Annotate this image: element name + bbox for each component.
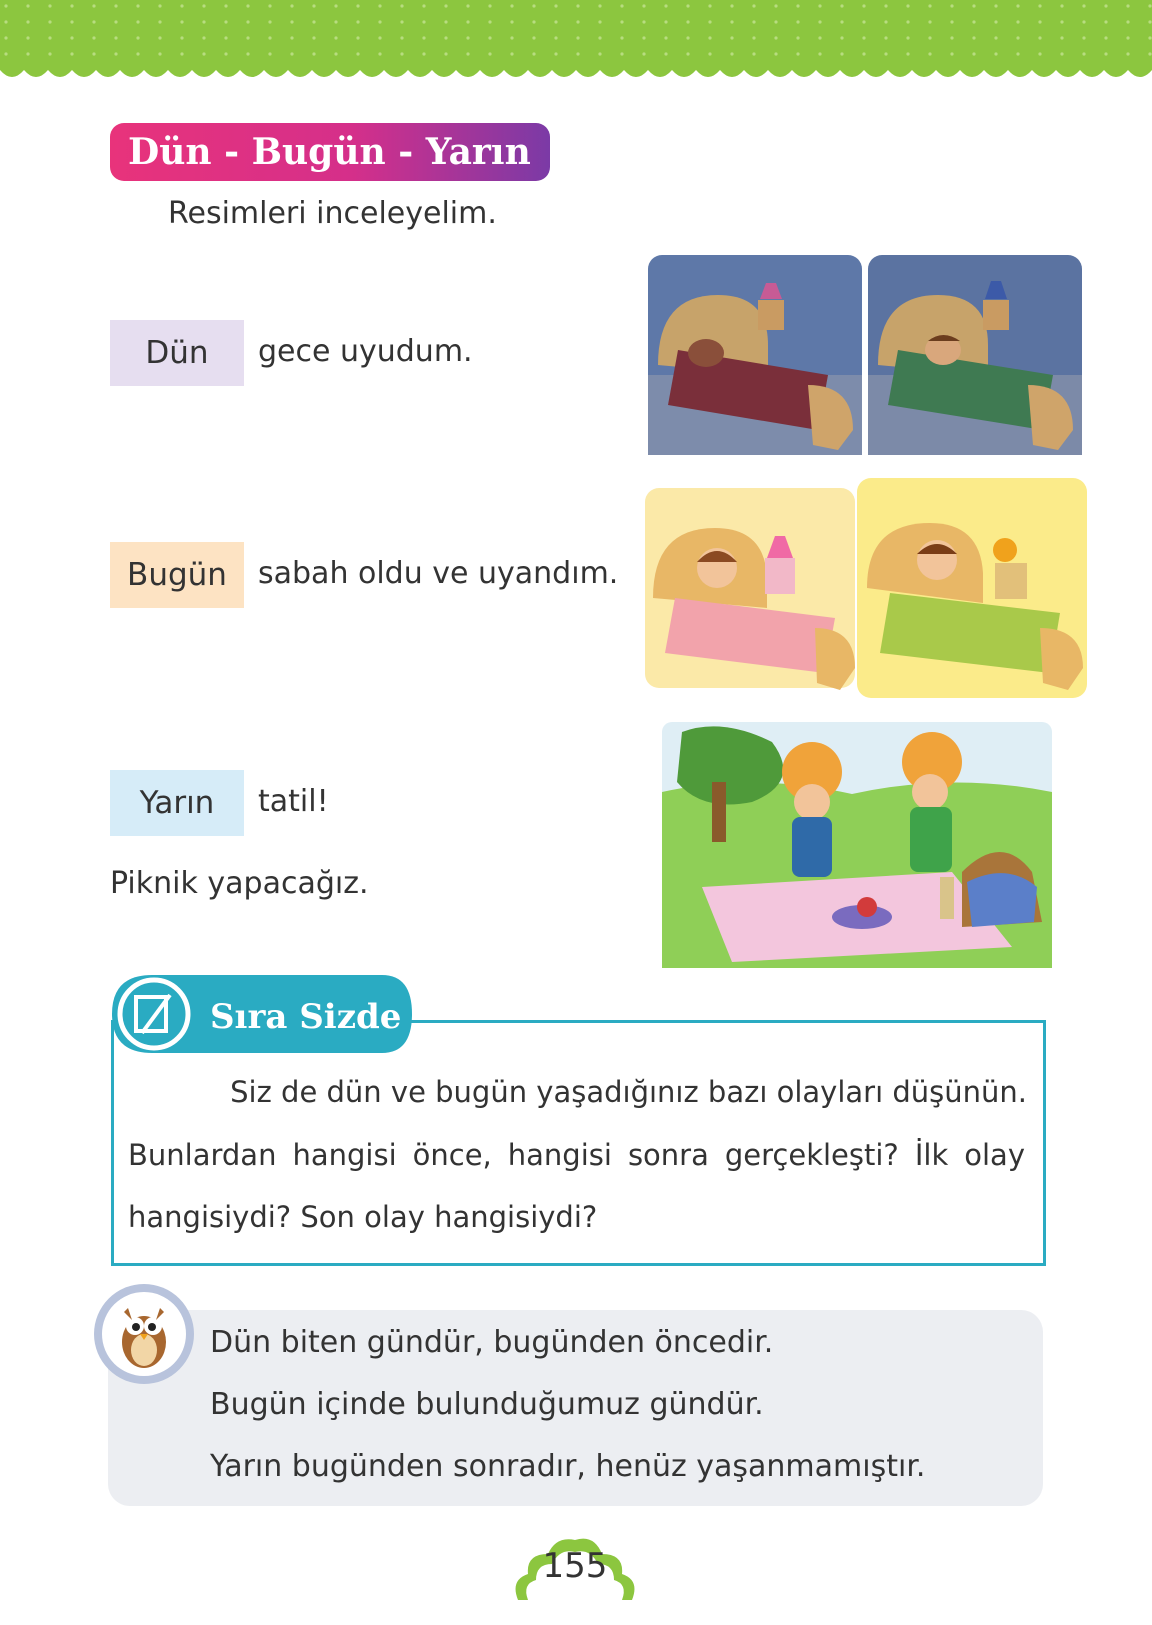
label-yarin: Yarın — [110, 770, 244, 836]
sira-sizde-line-3: hangisiydi? Son olay hangisiydi? — [128, 1200, 598, 1234]
top-decorative-band — [0, 0, 1152, 92]
owl-icon — [92, 1282, 196, 1386]
night-sleep-illustration — [648, 255, 1088, 465]
sira-sizde-title: Sıra Sizde — [210, 997, 402, 1037]
info-line-2: Bugün içinde bulunduğumuz gündür. — [210, 1387, 764, 1422]
page-number: 155 — [542, 1546, 608, 1586]
sentence-bugun: sabah oldu ve uyandım. — [258, 556, 619, 591]
morning-wake-illustration — [645, 478, 1090, 698]
sentence-piknik: Piknik yapacağız. — [110, 866, 369, 901]
picnic-illustration — [662, 722, 1052, 968]
sentence-dun: gece uyudum. — [258, 334, 473, 369]
sentence-yarin: tatil! — [258, 784, 329, 819]
lesson-title: Dün - Bugün - Yarın — [110, 123, 550, 181]
label-bugun: Bugün — [110, 542, 244, 608]
label-dun: Dün — [110, 320, 244, 386]
sira-sizde-line-2: Bunlardan hangisi önce, hangisi sonra gerçekleşti? İlk olay — [128, 1138, 1025, 1172]
info-line-3: Yarın bugünden sonradır, henüz yaşanmamıştır. — [210, 1449, 926, 1484]
intro-text: Resimleri inceleyelim. — [168, 196, 497, 231]
sira-sizde-line-1: Siz de dün ve bugün yaşadığınız bazı olayları düşünün. — [230, 1075, 1027, 1109]
info-line-1: Dün biten gündür, bugünden öncedir. — [210, 1325, 774, 1360]
